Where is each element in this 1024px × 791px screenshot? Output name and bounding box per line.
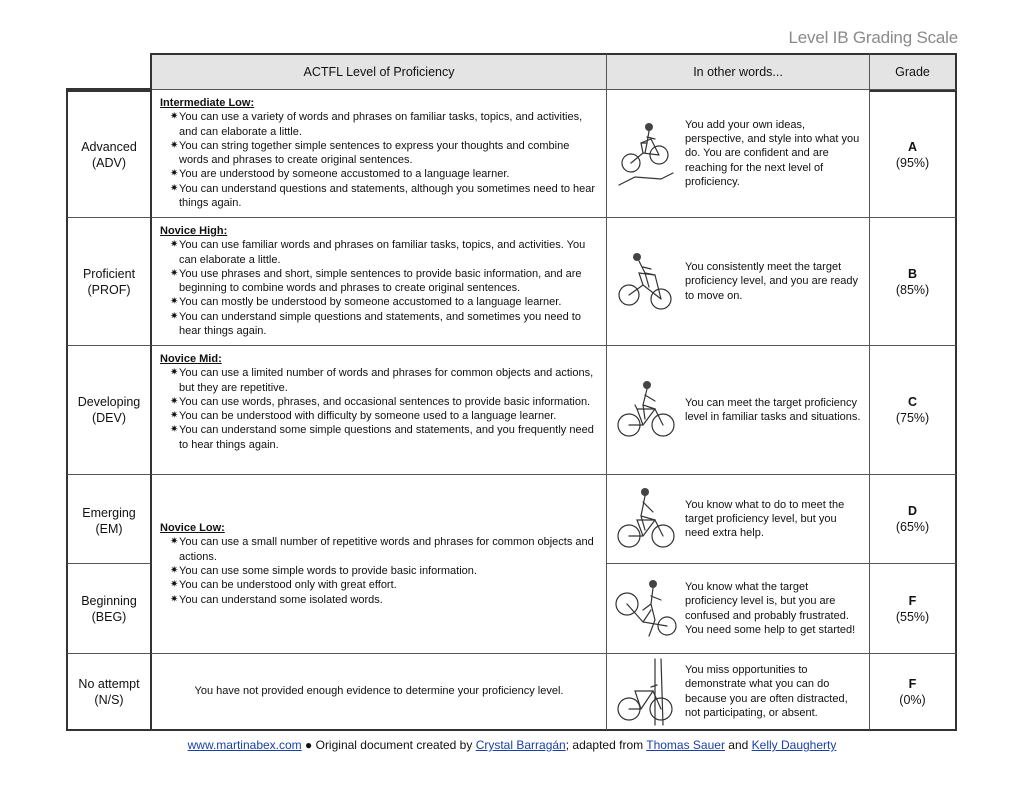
level-name: Beginning — [81, 593, 137, 608]
description-bullet: ✷ You can understand simple questions and statements, and sometimes you need to hear things again. — [170, 310, 581, 338]
star-bullet-icon: ✷ — [170, 267, 179, 279]
star-bullet-icon: ✷ — [170, 111, 179, 123]
description-novice-high — [152, 218, 607, 346]
cyclist-icon — [615, 375, 677, 445]
footer-text: ; adapted from — [565, 738, 647, 752]
other-words-text: You miss opportunities to demonstrate what you can do because you are often distracted, not participating, or absent. — [685, 663, 848, 719]
star-bullet-icon: ✷ — [170, 168, 179, 180]
star-bullet-icon: ✷ — [170, 536, 179, 548]
other-words-beginning — [607, 564, 870, 654]
grade-developing — [870, 346, 957, 475]
footer-credits — [0, 738, 1024, 752]
description-bullet: ✷ You are understood by someone accustomed to a language learner. — [170, 168, 510, 181]
star-bullet-icon: ✷ — [170, 296, 179, 308]
grade-letter: A — [907, 139, 918, 154]
bmx-rider-icon — [615, 119, 677, 189]
other-words-no-attempt — [607, 654, 870, 731]
description-title: Intermediate Low: — [160, 97, 255, 109]
description-bullet: ✷ You can use a small number of repetitive words and phrases for common objects and actions. — [170, 536, 594, 563]
grade-letter: F — [908, 676, 917, 691]
header-proficiency: ACTFL Level of Proficiency — [152, 53, 607, 90]
level-abbr: (DEV) — [91, 411, 127, 425]
level-name: No attempt — [78, 676, 140, 691]
level-developing — [66, 346, 152, 475]
star-bullet-icon: ✷ — [170, 367, 179, 379]
description-bullet: ✷ You can use some simple words to provide basic information. — [170, 565, 477, 577]
level-name: Proficient — [82, 266, 136, 281]
description-bullet: ✷ You can use words, phrases, and occasional sentences to provide basic information. — [170, 395, 591, 408]
grade-beginning — [870, 564, 957, 654]
description-bullet: ✷ You use phrases and short, simple sentences to provide basic information, and are beginning to combine words and phrases to create original sentences. — [170, 267, 582, 295]
description-bullet: ✷ You can string together simple sentences to express your thoughts and combine words and phrases to create original sentences. — [170, 139, 570, 167]
other-words-text: You know what to do to meet the target proficiency level, but you need extra help. — [685, 498, 845, 540]
site-link[interactable]: www.martinabex.com — [187, 738, 302, 752]
grade-letter: D — [907, 504, 918, 518]
author-link-kelly[interactable]: Kelly Daugherty — [751, 738, 837, 752]
description-bullet: ✷ You can understand some isolated words. — [170, 593, 383, 606]
level-name: Advanced — [81, 139, 137, 154]
description-novice-low — [152, 475, 607, 654]
footer-text: ● Original document created by — [301, 738, 476, 752]
level-proficient — [66, 218, 152, 346]
grade-no-attempt — [870, 654, 957, 731]
grade-percent: (95%) — [895, 155, 930, 170]
grade-letter: B — [907, 266, 918, 281]
other-words-proficient — [607, 218, 870, 346]
description-bullet: ✷ You can be understood with difficulty by someone used to a language learner. — [170, 410, 557, 423]
level-no-attempt — [66, 654, 152, 731]
description-bullet: ✷ You can understand questions and statements, although you sometimes need to hear things again. — [170, 182, 596, 210]
cyclist-icon — [615, 484, 677, 554]
level-abbr: (N/S) — [94, 692, 124, 707]
header-other-words: In other words... — [607, 53, 870, 90]
star-bullet-icon: ✷ — [170, 182, 179, 194]
grading-table — [66, 53, 957, 733]
other-words-text: You consistently meet the target proficiency level, and you are ready to move on. — [685, 261, 859, 302]
description-bullet: ✷ You can understand some simple questions and statements, and you frequently need to hear things again. — [170, 424, 594, 451]
grade-letter: C — [907, 395, 918, 409]
grade-advanced — [870, 90, 957, 218]
level-beginning — [66, 564, 152, 654]
grade-percent: (65%) — [895, 520, 930, 534]
description-title: Novice High: — [160, 225, 228, 237]
header-grade: Grade — [870, 53, 957, 90]
header-blank-cell — [66, 53, 152, 90]
grade-letter: F — [908, 593, 917, 608]
description-title: Novice Mid: — [160, 353, 222, 365]
level-emerging — [66, 475, 152, 564]
star-bullet-icon: ✷ — [170, 395, 179, 407]
description-bullet: ✷ You can mostly be understood by someone accustomed to a language learner. — [170, 296, 562, 309]
level-advanced — [66, 90, 152, 218]
other-words-text: You can meet the target proficiency level in familiar tasks and situations. — [685, 396, 861, 423]
star-bullet-icon: ✷ — [170, 239, 179, 251]
grade-percent: (85%) — [895, 282, 930, 297]
description-intermediate-low — [152, 90, 607, 218]
mountain-biker-icon — [615, 247, 677, 317]
grade-proficient — [870, 218, 957, 346]
level-abbr: (ADV) — [91, 155, 127, 170]
grade-percent: (75%) — [895, 411, 930, 425]
document-title: Level IB Grading Scale — [788, 28, 958, 47]
description-bullet: ✷ You can be understood only with great effort. — [170, 579, 397, 592]
description-title: Novice Low: — [160, 522, 225, 535]
description-no-evidence — [152, 654, 607, 731]
star-bullet-icon: ✷ — [170, 410, 179, 422]
star-bullet-icon: ✷ — [170, 579, 179, 591]
footer-text: and — [724, 738, 752, 752]
level-name: Developing — [77, 395, 141, 409]
author-link-crystal[interactable]: Crystal Barragán — [475, 738, 566, 752]
grade-percent: (0%) — [899, 692, 926, 707]
level-name: Emerging — [82, 506, 136, 520]
description-bullet: ✷ You can use a variety of words and phrases on familiar tasks, topics, and activities, and can elaborate a little. — [170, 111, 583, 138]
star-bullet-icon: ✷ — [170, 593, 179, 605]
description-bullet: ✷ You can use a limited number of words and phrases for common objects and actions, but they are repetitive. — [170, 367, 594, 394]
description-novice-mid — [152, 346, 607, 475]
star-bullet-icon: ✷ — [170, 565, 179, 576]
star-bullet-icon: ✷ — [170, 139, 179, 151]
other-words-text: You know what the target proficiency level is, but you are confused and probably frustrated. You need some help to get started! — [685, 580, 856, 636]
grade-emerging — [870, 475, 957, 564]
other-words-text: You add your own ideas, perspective, and style into what you do. You are confident and are reaching for the next level of proficiency. — [685, 118, 860, 188]
level-abbr: (BEG) — [91, 609, 127, 624]
level-abbr: (PROF) — [87, 282, 131, 297]
description-text: You have not provided enough evidence to determine your proficiency level. — [194, 685, 564, 698]
other-words-emerging — [607, 475, 870, 564]
star-bullet-icon: ✷ — [170, 424, 179, 436]
star-bullet-icon: ✷ — [170, 310, 179, 322]
bike-parked-icon — [615, 657, 677, 727]
author-link-thomas[interactable]: Thomas Sauer — [646, 738, 725, 752]
bike-repair-icon — [615, 574, 677, 644]
description-bullet: ✷ You can use familiar words and phrases on familiar tasks, topics, and activities. You can elaborate a little. — [170, 239, 586, 266]
grade-percent: (55%) — [895, 609, 930, 624]
level-abbr: (EM) — [95, 522, 123, 536]
other-words-developing — [607, 346, 870, 475]
other-words-advanced — [607, 90, 870, 218]
